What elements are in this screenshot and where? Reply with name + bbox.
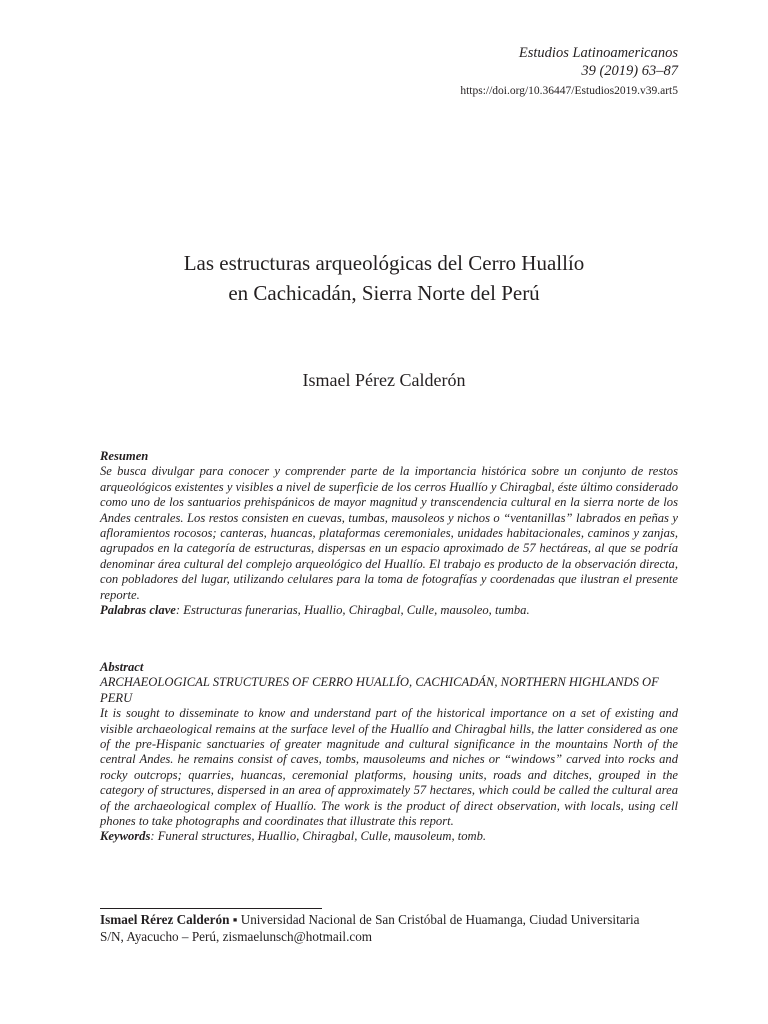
footnote-bullet: ▪	[229, 912, 241, 927]
palabras-clave	[100, 603, 678, 618]
footnote-author-name: Ismael Rérez Calderón	[100, 912, 230, 927]
abstract-section	[100, 660, 678, 845]
article-title	[0, 248, 768, 308]
resumen-section	[100, 449, 678, 618]
doi-link[interactable]: https://doi.org/10.36447/Estudios2019.v39.art5	[460, 85, 678, 97]
title-line-2: en Cachicadán, Sierra Norte del Perú	[228, 281, 540, 305]
resumen-body: Se busca divulgar para conocer y comprender parte de la importancia histórica sobre un conjunto de restos arqueológicos existentes y visibles a nivel de superficie de los cerros Huallío y Chiragbal, éste último considerado como uno de los santuarios prehispánicos de mayor magnitud y transcendencia cultural en la sierra norte de los Andes centrales. Los restos consisten en cuevas, tumbas, mausoleos y nichos o “ventanillas” labrados en peñas y afloramientos rocosos; canteras, huancas, plataformas ceremoniales, unidades habitacionales, caminos y zanjas, agrupados en la categoría de estructuras, dispersas en un espacio aproximado de 57 hectáreas, al que se podría denominar área cultural del complejo arqueológico del Huallío. El trabajo es producto de la observación directa, con pobladores del lugar, utilizando celulares para la toma de fotografías y coordenadas que ilustran el presente reporte.	[100, 464, 678, 602]
journal-header	[460, 44, 678, 100]
journal-name: Estudios Latinoamericanos	[518, 45, 678, 61]
resumen-heading: Resumen	[100, 449, 149, 463]
journal-volume: 39 (2019) 63–87	[581, 63, 678, 79]
title-line-1: Las estructuras arqueológicas del Cerro Huallío	[183, 251, 585, 275]
palabras-clave-label: Palabras clave	[100, 603, 176, 618]
abstract-body: It is sought to disseminate to know and understand part of the historical importance on a set of existing and visible archaeological remains at the surface level of the Huallío and Chiragbal hills, the latter considered as one of the pre-Hispanic sanctuaries of greater magnitude and cultural significance in the mountains North of the central Andes. he remains consist of caves, tombs, mausoleums and niches or “windows” carved into rocks and rocky outcrops; quarries, huancas, ceremonial platforms, housing units, roads and ditches, grouped in the category of structures, dispersed in an area of approximately 57 hectares, which could be called the cultural area of the archaeological complex of Huallío. The work is the product of direct observation, with locals, using cell phones to take photographs and coordinates that illustrate this report.	[100, 706, 678, 829]
keywords-values: : Funeral structures, Huallio, Chiragbal, Culle, mausoleum, tomb.	[150, 829, 487, 844]
keywords-label: Keywords	[100, 829, 151, 844]
author-footnote	[100, 911, 660, 945]
footnote-divider	[100, 908, 322, 909]
author-name: Ismael Pérez Calderón	[302, 370, 466, 390]
abstract-heading: Abstract	[100, 660, 144, 674]
palabras-clave-values: : Estructuras funerarias, Huallio, Chiragbal, Culle, mausoleo, tumba.	[175, 603, 530, 618]
keywords	[100, 829, 678, 844]
footnote-affiliation: Universidad Nacional de San Cristóbal de Huamanga, Ciudad Universitaria S/N, Ayacucho – Perú, zismaelunsch@hotmail.com	[100, 912, 640, 944]
abstract-english-title: ARCHAEOLOGICAL STRUCTURES OF CERRO HUALLÍO, CACHICADÁN, NORTHERN HIGHLANDS OF PERU	[100, 675, 659, 705]
